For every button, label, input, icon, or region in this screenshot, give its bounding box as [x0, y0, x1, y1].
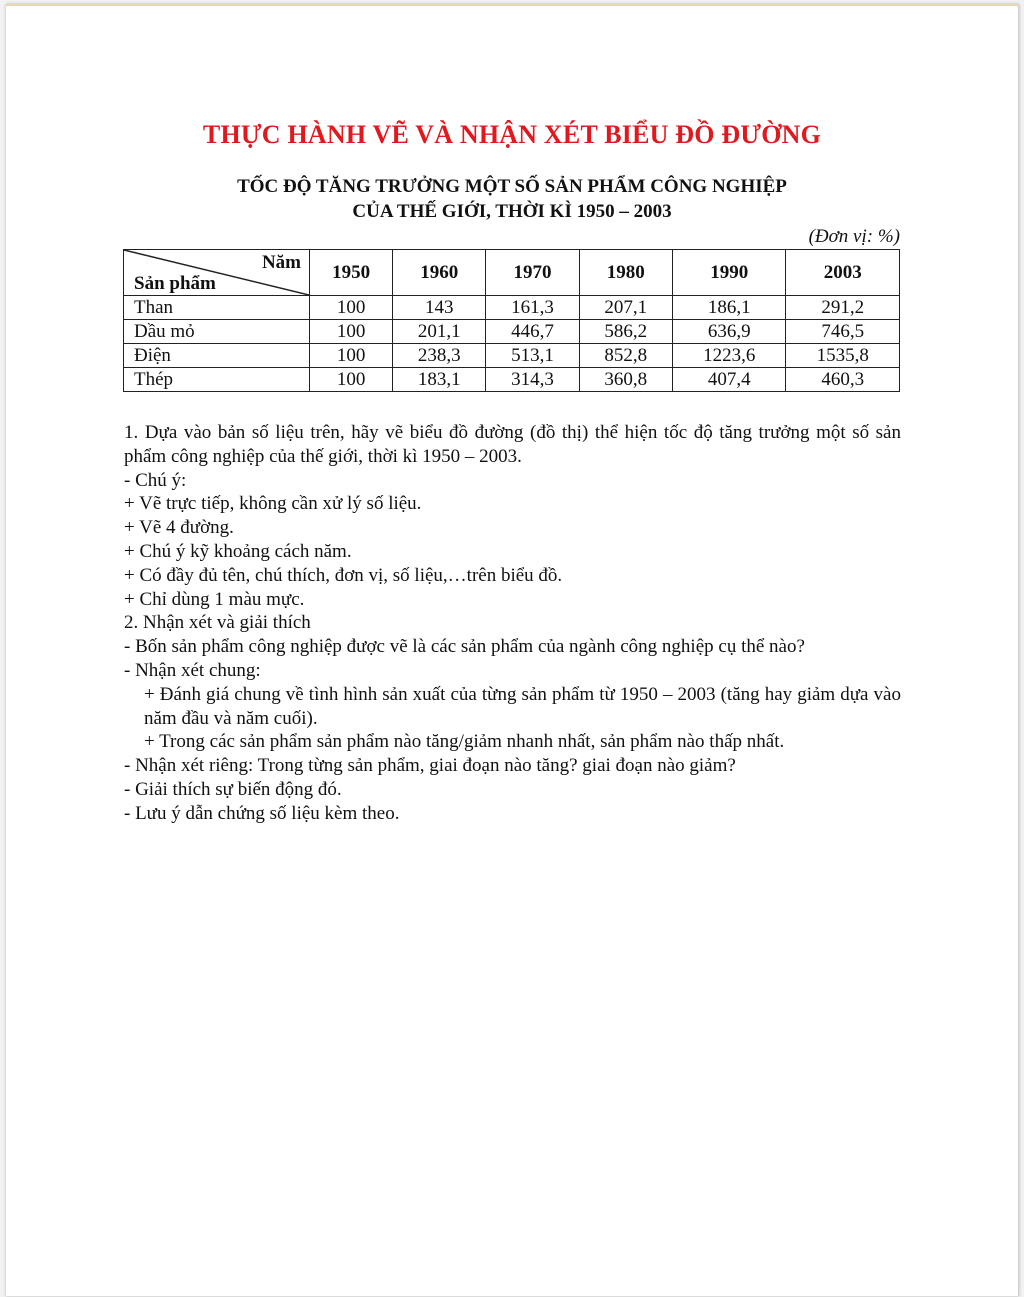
note-item: + Vẽ trực tiếp, không cần xử lý số liệu. — [124, 493, 422, 515]
unit-note: (Đơn vị: %) — [808, 226, 900, 247]
value-cell: 201,1 — [393, 320, 486, 344]
product-cell: Điện — [124, 344, 310, 368]
value-cell: 100 — [310, 344, 393, 368]
header-year: 1980 — [579, 250, 672, 296]
value-cell: 183,1 — [393, 368, 486, 392]
question-1: 1. Dựa vào bản số liệu trên, hãy vẽ biểu đồ đường (đồ thị) thể hiện tốc độ tăng trưởng một số sản phẩm công nghiệp của thế giới, thời kì 1950 – 2003. — [124, 422, 901, 467]
value-cell: 100 — [310, 296, 393, 320]
value-cell: 207,1 — [579, 296, 672, 320]
value-cell: 586,2 — [579, 320, 672, 344]
product-cell: Thép — [124, 368, 310, 392]
header-corner-cell — [124, 250, 310, 296]
note-item: + Chú ý kỹ khoảng cách năm. — [124, 540, 352, 562]
value-cell: 407,4 — [672, 368, 786, 392]
product-cell: Dầu mỏ — [124, 320, 310, 344]
table-title-line-1: TỐC ĐỘ TĂNG TRƯỞNG MỘT SỐ SẢN PHẨM CÔNG NGHIỆP — [237, 176, 787, 197]
value-cell: 1223,6 — [672, 344, 786, 368]
value-cell: 460,3 — [786, 368, 900, 392]
value-cell: 513,1 — [486, 344, 579, 368]
value-cell: 852,8 — [579, 344, 672, 368]
header-year: 1950 — [310, 250, 393, 296]
value-cell: 314,3 — [486, 368, 579, 392]
table-title-line-2: CỦA THẾ GIỚI, THỜI KÌ 1950 – 2003 — [352, 201, 672, 222]
question-2-subitem: + Đánh giá chung về tình hình sản xuất của từng sản phẩm từ 1950 – 2003 (tăng hay giảm dựa vào năm đầu và năm cuối). — [144, 683, 901, 729]
header-year: 2003 — [786, 250, 900, 296]
value-cell: 446,7 — [486, 320, 579, 344]
value-cell: 238,3 — [393, 344, 486, 368]
page-title: THỰC HÀNH VẼ VÀ NHẬN XÉT BIỂU ĐỒ ĐƯỜNG — [202, 120, 822, 149]
table-row — [124, 368, 900, 392]
value-cell: 100 — [310, 368, 393, 392]
header-product-label: Sản phẩm — [134, 273, 216, 294]
note-heading: - Chú ý: — [124, 469, 187, 491]
question-2-item: - Lưu ý dẫn chứng số liệu kèm theo. — [124, 802, 400, 824]
note-item: + Có đầy đủ tên, chú thích, đơn vị, số liệu,…trên biểu đồ. — [124, 564, 563, 586]
value-cell: 161,3 — [486, 296, 579, 320]
value-cell: 143 — [393, 296, 486, 320]
question-2-subitem: + Trong các sản phẩm sản phẩm nào tăng/giảm nhanh nhất, sản phẩm nào thấp nhất. — [144, 731, 785, 753]
note-item: + Chỉ dùng 1 màu mực. — [124, 588, 305, 610]
value-cell: 186,1 — [672, 296, 786, 320]
header-year-label: Năm — [261, 252, 301, 273]
question-2-item: - Nhận xét chung: — [124, 659, 261, 681]
product-cell: Than — [124, 296, 310, 320]
value-cell: 746,5 — [786, 320, 900, 344]
header-year: 1960 — [393, 250, 486, 296]
table-header-row — [124, 250, 900, 296]
note-item: + Vẽ 4 đường. — [124, 517, 234, 539]
header-year: 1970 — [486, 250, 579, 296]
question-2: 2. Nhận xét và giải thích — [124, 612, 311, 634]
question-2-item: - Giải thích sự biến động đó. — [124, 778, 342, 800]
value-cell: 360,8 — [579, 368, 672, 392]
instructions — [124, 421, 901, 826]
table-row — [124, 320, 900, 344]
value-cell: 291,2 — [786, 296, 900, 320]
table-row — [124, 296, 900, 320]
question-2-item: - Bốn sản phẩm công nghiệp được vẽ là các sản phẩm của ngành công nghiệp cụ thể nào? — [124, 636, 805, 658]
data-table — [123, 249, 900, 392]
question-2-item: - Nhận xét riêng: Trong từng sản phẩm, giai đoạn nào tăng? giai đoạn nào giảm? — [124, 755, 736, 777]
header-year: 1990 — [672, 250, 786, 296]
value-cell: 100 — [310, 320, 393, 344]
table-row — [124, 344, 900, 368]
value-cell: 1535,8 — [786, 344, 900, 368]
value-cell: 636,9 — [672, 320, 786, 344]
